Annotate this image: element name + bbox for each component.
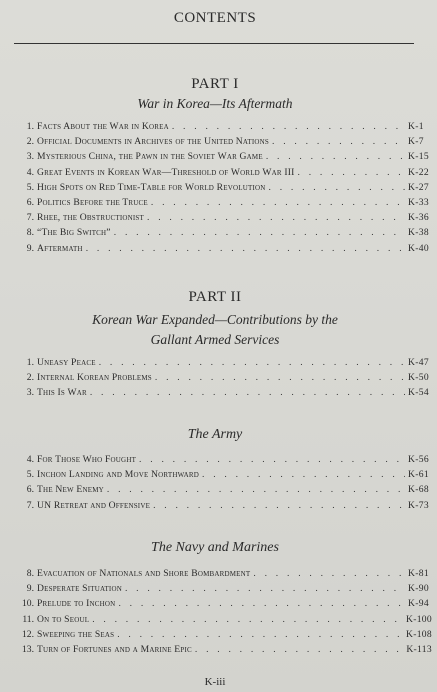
chapter-title: “The Big Switch” [37, 227, 111, 239]
chapter-title: Official Documents in Archives of the United Nations [37, 136, 270, 148]
dot-leader [298, 167, 405, 178]
chapter-title: Internal Korean Problems [37, 372, 152, 384]
dot-leader [195, 644, 403, 655]
page-number: K-15 [408, 151, 429, 163]
part-1-subtitle: War in Korea—Its Aftermath [137, 96, 293, 111]
chapter-title: For Those Who Fought [37, 454, 137, 465]
chapter-title: Rhee, the Obstructionist [37, 212, 144, 224]
chapter-title: High Spots on Red Time-Table for World Revolution [37, 181, 266, 193]
toc-entry [20, 583, 432, 598]
dot-leader [114, 227, 405, 238]
toc-entry [20, 227, 432, 242]
chapter-number: 8. [26, 568, 34, 579]
toc-entry [20, 598, 432, 613]
toc-entry [20, 644, 432, 659]
chapter-title: Evacuation of Nationals and Shore Bombardment [37, 568, 251, 579]
chapter-title: The New Enemy [37, 484, 104, 496]
chapter-number: 11. [22, 613, 34, 625]
toc-entry [20, 182, 432, 197]
toc-entry [20, 568, 432, 583]
chapter-title: Aftermath [37, 242, 83, 254]
toc-entry [20, 614, 432, 629]
chapter-number: 9. [26, 242, 34, 254]
chapter-number: 4. [26, 454, 34, 465]
dot-leader [202, 469, 405, 480]
chapter-title: Great Events in Korean War—Threshold of World War III [37, 166, 295, 178]
page-number: K-94 [408, 598, 429, 610]
chapter-title: Sweeping the Seas [37, 628, 115, 640]
army-section-heading: The Army [187, 427, 243, 442]
part-1-label: PART I [191, 76, 239, 92]
chapter-title: Inchon Landing and Move Northward [37, 469, 200, 481]
toc-entry [20, 500, 432, 515]
dot-leader [266, 151, 405, 162]
toc-entry [20, 151, 432, 166]
page-number: K-7 [408, 136, 424, 148]
chapter-number: 8. [26, 227, 34, 239]
page-number: K-47 [408, 357, 429, 368]
toc-entry [20, 629, 432, 644]
toc-entry [20, 372, 432, 387]
toc-entry [20, 243, 432, 258]
page-number: K-36 [408, 212, 429, 224]
page-number: K-27 [408, 181, 429, 193]
dot-leader [155, 372, 405, 383]
header-rule [14, 43, 414, 44]
page-number: K-61 [408, 469, 429, 481]
page-number: K-90 [408, 583, 429, 595]
part-2-subtitle-line1: Korean War Expanded—Contributions by the [92, 312, 338, 327]
chapter-number: 1. [26, 357, 34, 368]
dot-leader [92, 614, 403, 625]
dot-leader [125, 583, 405, 594]
chapter-number: 6. [26, 196, 34, 208]
chapter-number: 6. [26, 484, 34, 496]
toc-entry [20, 212, 432, 227]
page-number: K-56 [408, 454, 429, 465]
page-number: K-50 [408, 372, 429, 384]
chapter-title: Mysterious China, the Pawn in the Soviet War Game [37, 151, 263, 163]
chapter-number: 12. [22, 628, 34, 640]
dot-leader [153, 500, 405, 511]
page-number: K-68 [408, 484, 429, 496]
dot-leader [117, 629, 403, 640]
chapter-number: 3. [26, 151, 34, 163]
toc-entry [20, 197, 432, 212]
chapter-number: 2. [26, 136, 34, 148]
chapter-title: Turn of Fortunes and a Marine Epic [37, 643, 192, 655]
chapter-title: Uneasy Peace [37, 357, 96, 368]
page-number: K-100 [405, 613, 432, 625]
navy-section-heading: The Navy and Marines [151, 540, 279, 555]
chapter-number: 10. [22, 598, 34, 610]
chapter-number: 7. [26, 212, 34, 224]
chapter-number: 7. [26, 499, 34, 511]
chapter-number: 9. [26, 583, 34, 595]
dot-leader [253, 568, 405, 579]
dot-leader [172, 121, 405, 132]
toc-entry [20, 357, 432, 372]
page-number: K-113 [406, 643, 432, 655]
dot-leader [99, 357, 405, 368]
chapter-number: 2. [26, 372, 34, 384]
page-number: K-54 [408, 387, 429, 399]
chapter-title: Prelude to Inchon [37, 598, 116, 610]
page-number: K-33 [408, 196, 429, 208]
chapter-number: 5. [26, 181, 34, 193]
contents-heading: CONTENTS [173, 10, 257, 26]
navy-toc [20, 568, 432, 659]
chapter-title: UN Retreat and Offensive [37, 499, 151, 511]
page-number: K-1 [408, 121, 424, 132]
part-2-label: PART II [188, 289, 242, 305]
dot-leader [90, 387, 405, 398]
dot-leader [272, 136, 405, 147]
part-2-toc [20, 357, 432, 403]
chapter-title: Politics Before the Truce [37, 196, 148, 208]
toc-entry [20, 387, 432, 402]
army-toc [20, 454, 432, 515]
toc-entry [20, 136, 432, 151]
dot-leader [139, 454, 405, 465]
chapter-number: 5. [26, 469, 34, 481]
chapter-title: Facts About the War in Korea [37, 121, 169, 132]
chapter-title: Desperate Situation [37, 583, 122, 595]
toc-entry [20, 121, 432, 136]
page-number: K-40 [408, 242, 429, 254]
chapter-number: 3. [26, 387, 34, 399]
dot-leader [86, 243, 405, 254]
chapter-number: 4. [26, 166, 34, 178]
toc-entry [20, 454, 432, 469]
chapter-number: 13. [22, 643, 34, 655]
dot-leader [147, 212, 405, 223]
chapter-number: 1. [26, 121, 34, 132]
page-number: K-22 [408, 166, 429, 178]
page-number: K-38 [408, 227, 429, 239]
chapter-title: This Is War [37, 387, 87, 399]
dot-leader [151, 197, 405, 208]
part-1-toc [20, 121, 432, 258]
dot-leader [107, 484, 405, 495]
part-2-subtitle-line2: Gallant Armed Services [150, 332, 280, 347]
page-number: K-108 [405, 628, 432, 640]
toc-entry [20, 167, 432, 182]
dot-leader [118, 598, 405, 609]
chapter-title: On to Seoul [37, 613, 90, 625]
toc-entry [20, 469, 432, 484]
page-number: K-81 [408, 568, 429, 579]
page-number: K-73 [408, 499, 429, 511]
dot-leader [269, 182, 406, 193]
toc-entry [20, 484, 432, 499]
page-folio: K-iii [204, 676, 226, 688]
